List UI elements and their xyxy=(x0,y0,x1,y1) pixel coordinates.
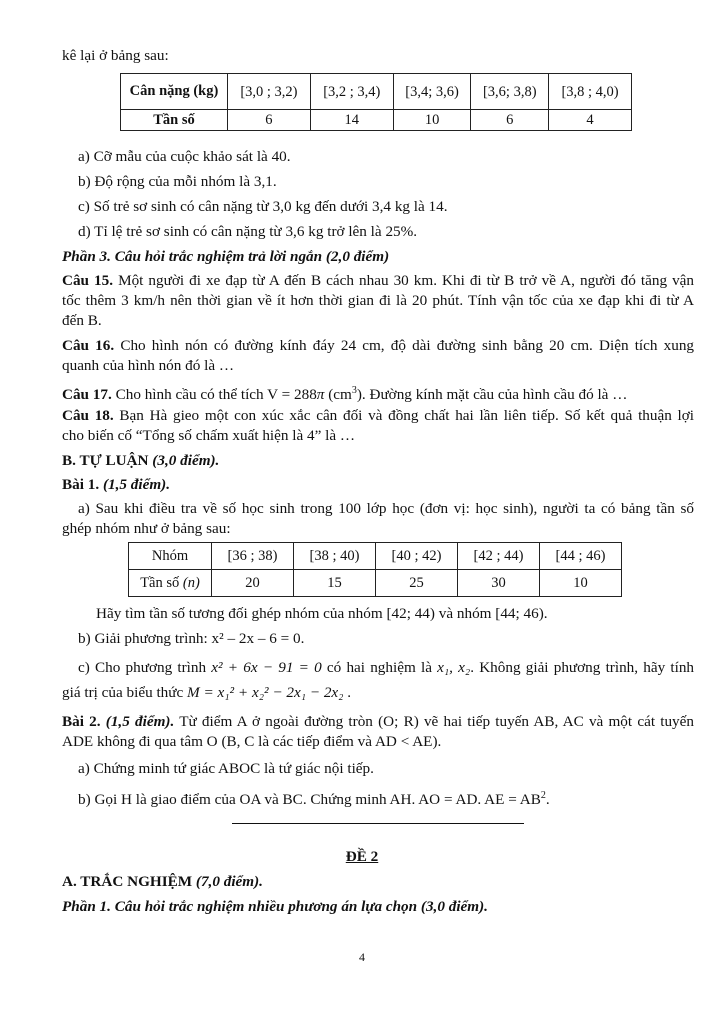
bai2-points: (1,5 điểm). xyxy=(105,713,175,730)
bai1-label: Bài 1. xyxy=(62,476,100,493)
table1-interval: [3,4; 3,6) xyxy=(393,74,471,110)
section-b-heading xyxy=(62,452,694,470)
group-frequency-table xyxy=(128,542,622,597)
q16-label: Câu 16. xyxy=(62,337,115,354)
q17-text-a: Cho hình cầu có thể tích V = 288 xyxy=(115,386,317,404)
table1-header-label: Cân nặng (kg) xyxy=(121,74,228,110)
bai2-label: Bài 2. xyxy=(62,713,101,730)
divider-line xyxy=(232,823,524,824)
section-b-points: (3,0 điểm). xyxy=(152,452,220,469)
bai1-c-roots: x₁, x₂ xyxy=(437,659,471,676)
table1-value: 10 xyxy=(393,110,471,131)
q18-line1 xyxy=(62,407,694,425)
table2-value: 10 xyxy=(540,570,622,597)
table1-row-label: Tần số xyxy=(121,110,228,131)
bai2-text1: Từ điểm A ở ngoài đường tròn (O; R) vẽ hai tiếp tuyến AB, AC và một cát tuyến xyxy=(179,713,694,730)
q16-line2: quanh của hình nón đó là … xyxy=(62,357,235,374)
bai1-c-equation: x² + 6x − 91 = 0 xyxy=(211,659,322,676)
bai1-a-line2: ghép nhóm như ở bảng sau: xyxy=(62,520,231,537)
bai1-a-line1: a) Sau khi điều tra về số học sinh trong 100 lớp học (đơn vị: học sinh), người ta có bảng tần số xyxy=(78,500,694,517)
table2-row-var: (n) xyxy=(182,575,200,591)
statement-c: c) Số trẻ sơ sinh có cân nặng từ 3,0 kg đến dưới 3,4 kg là 14. xyxy=(78,198,448,215)
bai2-a: a) Chứng minh tứ giác ABOC là tứ giác nội tiếp. xyxy=(78,760,374,777)
page-number: 4 xyxy=(359,950,365,964)
q15-text1: Một người đi xe đạp từ A đến B cách nhau 30 km. Khi đi từ B trở về A, người đó tăng vận xyxy=(118,272,694,289)
table1-interval: [3,8 ; 4,0) xyxy=(549,74,632,110)
bai2-b-end: . xyxy=(545,791,550,809)
bai1-c-p4: giá trị của biểu thức xyxy=(62,684,184,701)
q17-text-c: ). Đường kính mặt cầu của hình cầu đó là … xyxy=(356,386,628,404)
bai1-c-p5: . xyxy=(347,684,352,701)
table2-row-label-text: Tần số xyxy=(140,575,180,591)
statement-d: d) Tỉ lệ trẻ sơ sinh có cân nặng từ 3,6 kg trở lên là 25%. xyxy=(78,223,418,240)
table1-value: 14 xyxy=(310,110,393,131)
bai1-c-p2: có hai nghiệm là xyxy=(326,659,432,676)
table2-value: 20 xyxy=(212,570,294,597)
bai1-c-line1 xyxy=(78,659,694,677)
table1-interval: [3,0 ; 3,2) xyxy=(228,74,311,110)
bai1-c-p1: c) Cho phương trình xyxy=(78,659,207,676)
q16-line1 xyxy=(62,337,694,355)
q17-line xyxy=(62,382,694,404)
section-a-points: (7,0 điểm). xyxy=(195,873,263,890)
q17-sup: 3 xyxy=(351,385,357,396)
table2-interval: [36 ; 38) xyxy=(212,543,294,570)
q18-text1: Bạn Hà gieo một con xúc xắc cân đối và đồng chất hai lần liên tiếp. Số kết quả thuận lợi xyxy=(119,407,694,424)
table2-row-label xyxy=(129,570,212,597)
section-b-title: B. TỰ LUẬN xyxy=(62,452,149,469)
table2-interval: [42 ; 44) xyxy=(458,543,540,570)
bai2-line2: ADE không đi qua tâm O (B, C là các tiếp điểm và AD < AE). xyxy=(62,733,442,750)
bai1-a-task: Hãy tìm tần số tương đối ghép nhóm của nhóm [42; 44) và nhóm [44; 46). xyxy=(96,605,548,622)
de2-title: ĐỀ 2 xyxy=(345,848,379,865)
q16-text1: Cho hình nón có đường kính đáy 24 cm, độ dài đường sinh bằng 20 cm. Diện tích xung xyxy=(120,337,695,354)
bai1-c-p3: . Không giải phương trình, hãy tính xyxy=(470,659,695,676)
table1-value: 6 xyxy=(228,110,311,131)
table2-header-label: Nhóm xyxy=(129,543,212,570)
q17-text-b: (cm xyxy=(324,386,352,404)
bai2-b xyxy=(78,787,694,809)
table2-value: 25 xyxy=(376,570,458,597)
q18-label: Câu 18. xyxy=(62,407,114,424)
statement-a: a) Cỡ mẫu của cuộc khảo sát là 40. xyxy=(78,148,291,165)
intro-line: kê lại ở bảng sau: xyxy=(62,47,169,64)
q15-line2: tốc thêm 3 km/h nên thời gian về ít hơn thời gian đi là 20 phút. Tính vận tốc của xe đạp khi đi từ A xyxy=(62,292,694,309)
bai1-points: (1,5 điểm). xyxy=(102,476,170,493)
table1-interval: [3,6; 3,8) xyxy=(471,74,549,110)
bai2-line1 xyxy=(62,713,694,731)
table1-interval: [3,2 ; 3,4) xyxy=(310,74,393,110)
part3-heading: Phần 3. Câu hỏi trắc nghiệm trả lời ngắn (2,0 điểm) xyxy=(62,248,390,265)
statement-b: b) Độ rộng của mỗi nhóm là 3,1. xyxy=(78,173,277,190)
table2-interval: [38 ; 40) xyxy=(294,543,376,570)
table2-value: 30 xyxy=(458,570,540,597)
weight-frequency-table xyxy=(120,73,632,131)
q15-label: Câu 15. xyxy=(62,272,114,289)
bai2-b-text: b) Gọi H là giao điểm của OA và BC. Chứng minh AH. AO = AD. AE = AB xyxy=(78,791,541,809)
section-a-title: A. TRẮC NGHIỆM xyxy=(62,873,193,890)
table1-value: 6 xyxy=(471,110,549,131)
q18-line2: cho biến cố “Tổng số chấm xuất hiện là 4” là … xyxy=(62,427,356,444)
q15-line3: đến B. xyxy=(62,312,102,329)
bai2-b-sup: 2 xyxy=(540,790,546,801)
table2-interval: [44 ; 46) xyxy=(540,543,622,570)
bai1-b: b) Giải phương trình: x² – 2x – 6 = 0. xyxy=(78,630,305,647)
table2-value: 15 xyxy=(294,570,376,597)
q17-pi: π xyxy=(316,386,325,404)
bai1-heading xyxy=(62,476,694,494)
q15-line1 xyxy=(62,272,694,290)
table2-interval: [40 ; 42) xyxy=(376,543,458,570)
bai1-c-expression: M = x₁² + x₂² − 2x₁ − 2x₂ xyxy=(187,684,344,701)
part1-heading: Phần 1. Câu hỏi trắc nghiệm nhiều phương án lựa chọn (3,0 điểm). xyxy=(62,898,488,915)
section-a-heading xyxy=(62,873,694,891)
q17-label: Câu 17. xyxy=(62,386,112,404)
table1-value: 4 xyxy=(549,110,632,131)
bai1-c-line2 xyxy=(62,684,694,702)
